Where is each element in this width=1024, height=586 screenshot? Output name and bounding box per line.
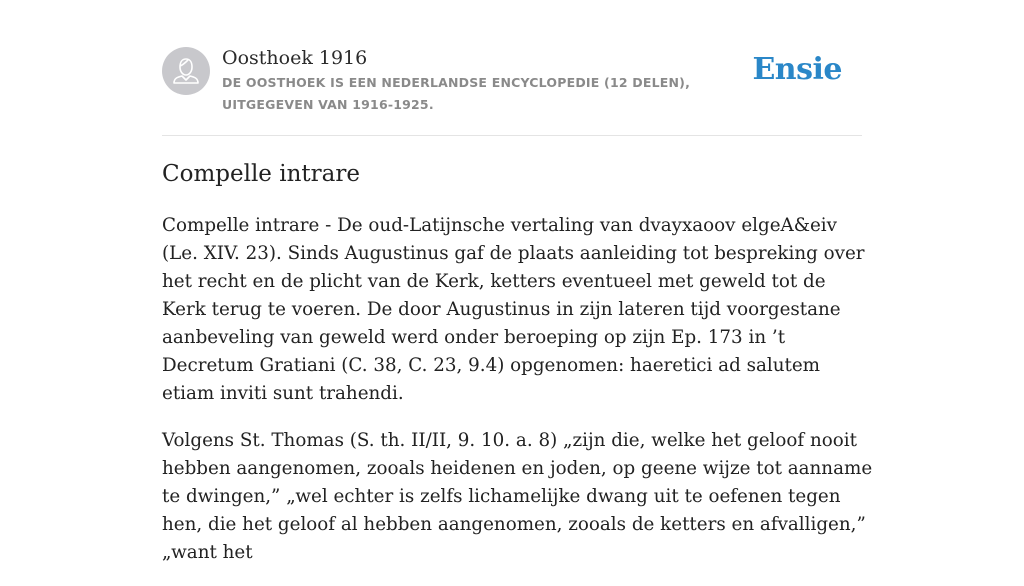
article-paragraph: Compelle intrare - De oud-Latijnsche vertaling van dvayxaoov elgeA&eiv (Le. XIV. 23). Sinds Augustinus gaf de plaats aanleiding tot bespreking over het recht en de plicht van de Kerk, ketters eventueel met geweld tot de Kerk terug te voeren. De door Augustinus in zijn lateren tijd voorgestane aanbeveling van geweld werd onder beroeping op zijn Ep. 173 in ’t Decretum Gratiani (C. 38, C. 23, 9.4) opgenomen: haeretici ad salutem etiam inviti sunt trahendi.: [162, 215, 865, 404]
article-body: [162, 212, 874, 586]
source-avatar[interactable]: [162, 47, 210, 95]
source-title[interactable]: Oosthoek 1916: [222, 47, 368, 69]
article-title: Compelle intrare: [162, 161, 360, 187]
source-header: [162, 46, 862, 118]
ensie-logo[interactable]: Ensie: [752, 52, 842, 87]
header-divider: [162, 135, 862, 136]
article-paragraph: Volgens St. Thomas (S. th. II/II, 9. 10. a. 8) „zijn die, welke het geloof nooit hebben aangenomen, zooals heidenen en joden, op geene wijze tot aanname te dwingen,” „wel echter is zelfs lichamelijke dwang uit te oefenen tegen hen, die het geloof al hebben aangenomen, zooals de ketters en afvalligen,” „want het: [162, 430, 873, 563]
source-description: DE OOSTHOEK IS EEN NEDERLANDSE ENCYCLOPEDIE (12 DELEN), UITGEGEVEN VAN 1916-1925.: [222, 75, 691, 112]
user-icon: [162, 47, 210, 95]
